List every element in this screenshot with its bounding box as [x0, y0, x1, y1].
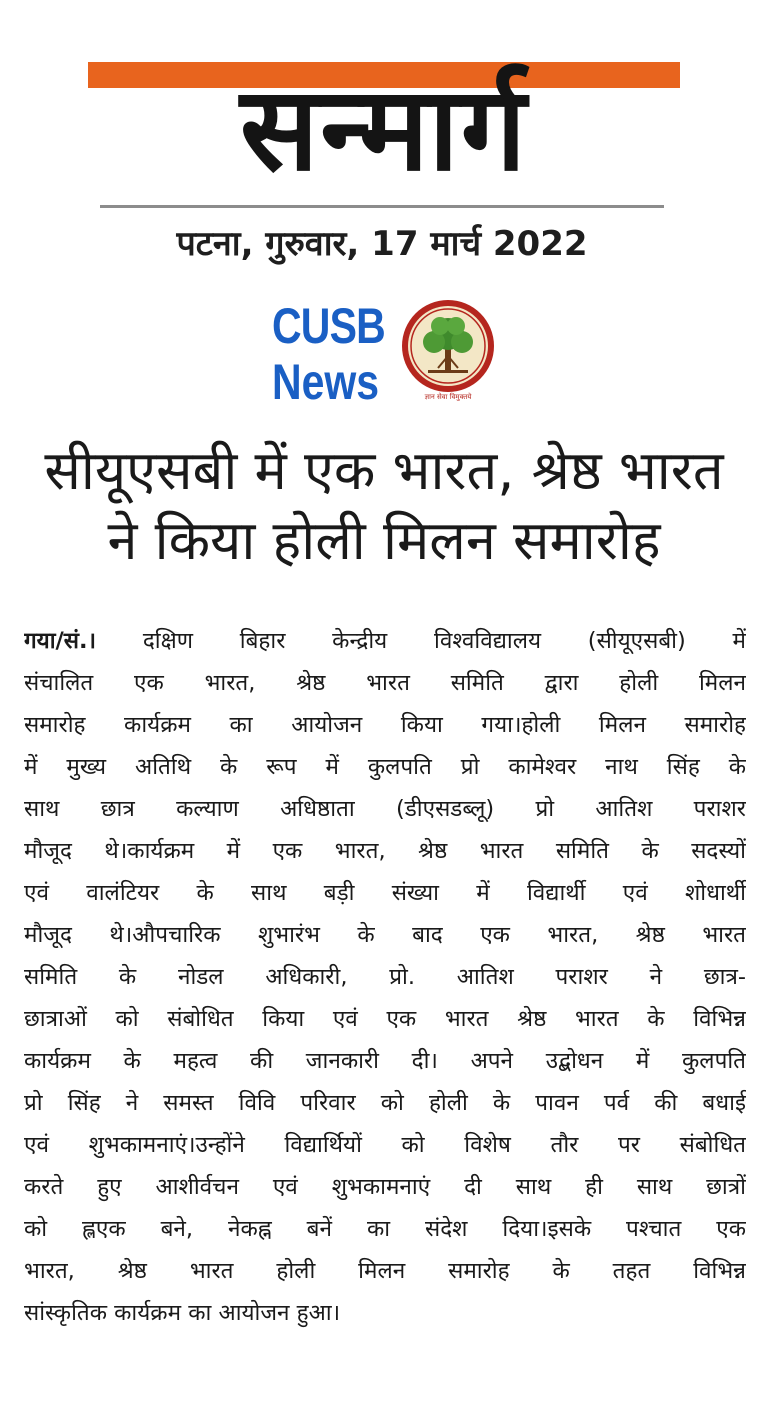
article-line-text: दक्षिण बिहार केन्द्रीय विश्वविद्यालय (सीयूएसबी) में — [96, 628, 746, 654]
article-line: संचालित एक भारत, श्रेष्ठ भारत समिति द्वारा होली मिलन — [24, 670, 746, 696]
newspaper-name: सन्मार्ग — [239, 62, 529, 197]
article-body — [24, 620, 746, 1334]
headline-line-2: ने किया होली मिलन समारोह — [107, 509, 661, 572]
article-line: साथ छात्र कल्याण अधिष्ठाता (डीएसडब्लू) प्रो आतिश पराशर — [24, 796, 746, 822]
seal-motto: ज्ञान सेवा विमुक्तये — [424, 393, 472, 401]
article-line: में मुख्य अतिथि के रूप में कुलपति प्रो कामेश्वर नाथ सिंह के — [24, 754, 746, 780]
dateline: पटना, गुरुवार, 17 मार्च 2022 — [176, 224, 588, 264]
headline-line-1: सीयूएसबी में एक भारत, श्रेष्ठ भारत — [44, 439, 724, 502]
brand-line-cusb: CUSB — [272, 298, 385, 354]
article-line: मौजूद थे।औपचारिक शुभारंभ के बाद एक भारत, श्रेष्ठ भारत — [24, 922, 746, 948]
article-line: समिति के नोडल अधिकारी, प्रो. आतिश पराशर ने छात्र- — [24, 964, 746, 990]
newspaper-masthead — [0, 0, 768, 264]
article-line: छात्राओं को संबोधित किया एवं एक भारत श्रेष्ठ भारत के विभिन्न — [24, 1006, 746, 1032]
cusb-news-logo — [262, 296, 512, 416]
masthead-divider — [100, 205, 664, 208]
article-line: करते हुए आशीर्वचन एवं शुभकामनाएं दी साथ ही साथ छात्रों — [24, 1174, 746, 1200]
article-line: को ह्लएक बने, नेकह्न बनें का संदेश दिया।इसके पश्चात एक — [24, 1216, 746, 1242]
article-headline — [20, 436, 748, 576]
university-seal-icon — [398, 298, 498, 402]
brand-line-news: News — [272, 354, 380, 410]
article-line: भारत, श्रेष्ठ भारत होली मिलन समारोह के तहत विभिन्न — [24, 1258, 746, 1284]
article-line: एवं वालंटियर के साथ बड़ी संख्या में विद्यार्थी एवं शोधार्थी — [24, 880, 746, 906]
article-line: सांस्कृतिक कार्यक्रम का आयोजन हुआ। — [24, 1300, 341, 1326]
article-line: कार्यक्रम के महत्व की जानकारी दी। अपने उद्बोधन में कुलपति — [24, 1048, 746, 1074]
article-line: समारोह कार्यक्रम का आयोजन किया गया।होली मिलन समारोह — [24, 712, 746, 738]
article-line: प्रो सिंह ने समस्त विवि परिवार को होली के पावन पर्व की बधाई — [24, 1090, 746, 1116]
article-line: मौजूद थे।कार्यक्रम में एक भारत, श्रेष्ठ भारत समिति के सदस्यों — [24, 838, 746, 864]
article-line — [24, 620, 746, 662]
location-tag: गया/सं.। — [24, 628, 97, 654]
article-line: एवं शुभकामनाएं।उन्होंने विद्यार्थियों को विशेष तौर पर संबोधित — [24, 1132, 746, 1158]
